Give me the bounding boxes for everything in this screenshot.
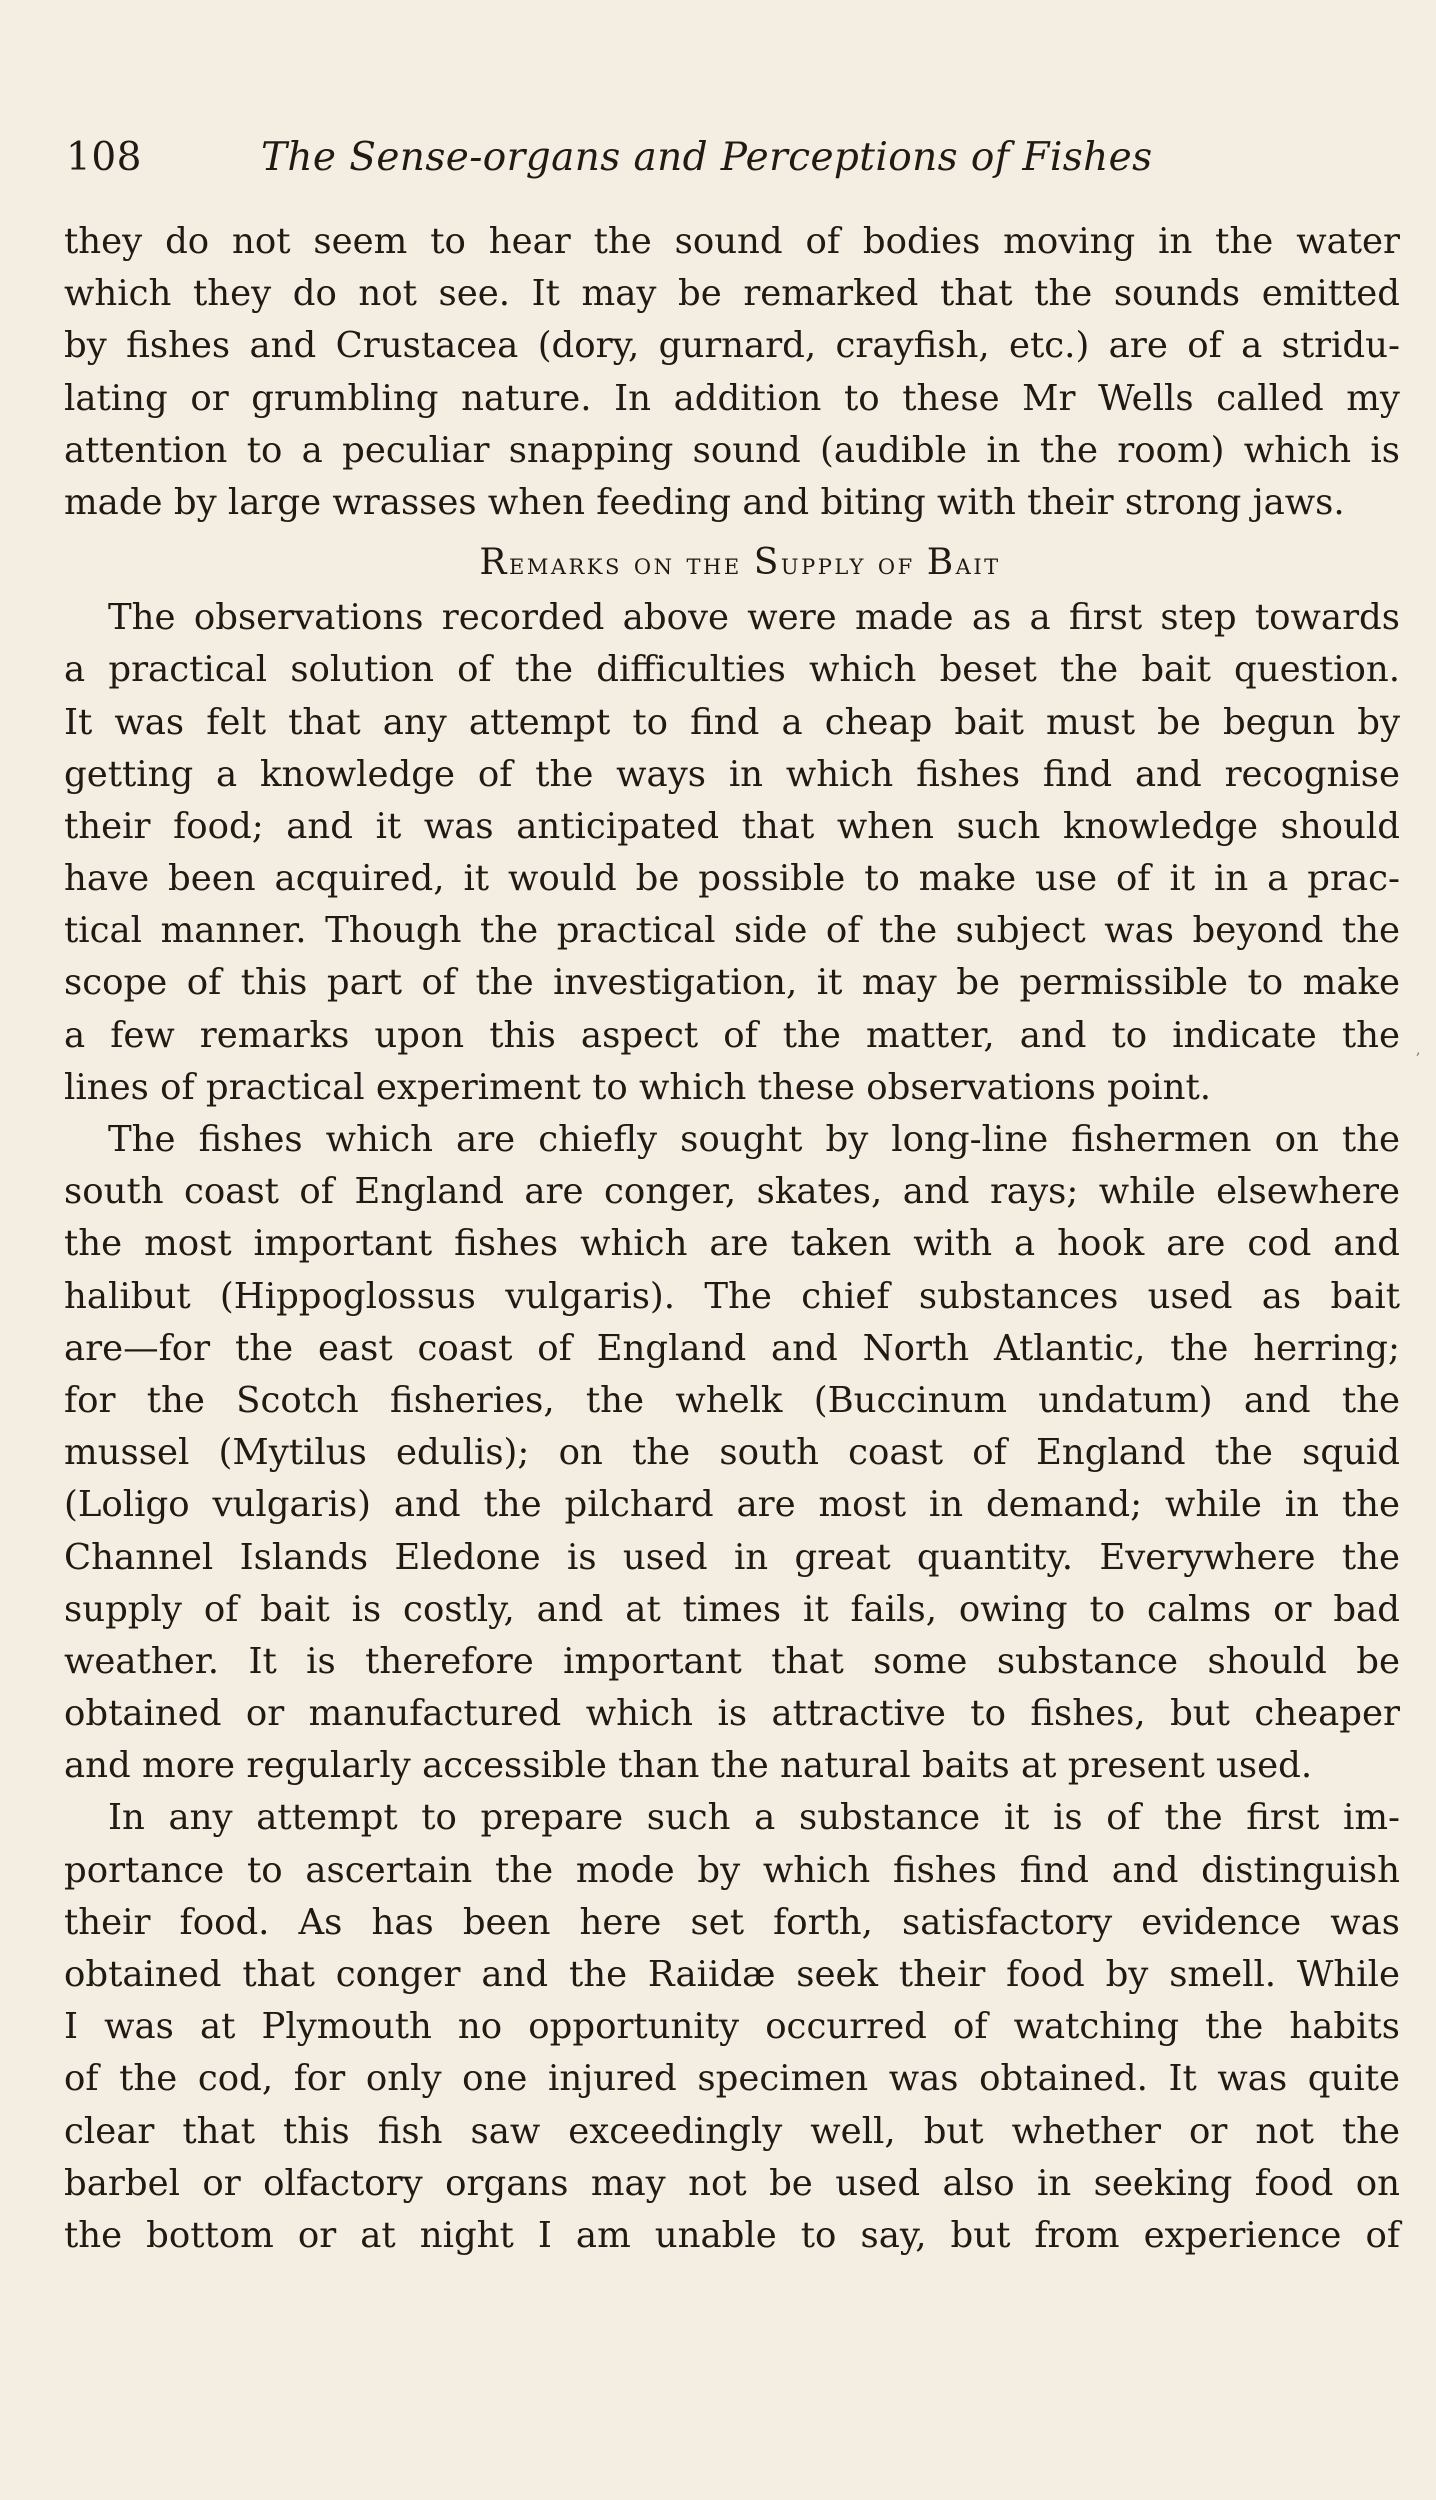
text-line: their food. As has been here set forth, satisfactory evidence was (64, 1901, 1400, 1943)
heading-text: emarks on the (508, 547, 754, 583)
text-line: Channel Islands Eledone is used in great quantity. Everywhere the (64, 1536, 1400, 1578)
text-line: made by large wrasses when feeding and biting with their strong jaws. (64, 481, 1345, 523)
section-heading (64, 529, 1400, 589)
text-line: scope of this part of the investigation, it may be permissible to make (64, 962, 1400, 1004)
text-line: clear that this fish saw exceedingly well, but whether or not the (64, 2110, 1400, 2152)
paragraph (64, 592, 1400, 1114)
text-line: The fishes which are chiefly sought by long-line fishermen on the (108, 1119, 1400, 1160)
text-line: lating or grumbling nature. In addition to these Mr Wells called my (64, 377, 1400, 419)
text-line: south coast of England are conger, skates, and rays; while elsewhere (64, 1171, 1400, 1213)
text-line: they do not seem to hear the sound of bodies moving in the water (64, 221, 1400, 262)
text-line: weather. It is therefore important that some substance should be (64, 1640, 1400, 1682)
heading-text: ait (955, 547, 1001, 583)
text-line: It was felt that any attempt to find a cheap bait must be begun by (64, 701, 1400, 743)
text-line: of the cod, for only one injured specimen was obtained. It was quite (64, 2058, 1400, 2100)
text-line: are—for the east coast of England and North Atlantic, the herring; (64, 1327, 1400, 1369)
text-line: lines of practical experiment to which these observations point. (64, 1066, 1212, 1108)
text-line: getting a knowledge of the ways in which fishes find and recognise (64, 753, 1400, 795)
running-head (66, 128, 1406, 188)
text-line: the most important fishes which are taken with a hook are cod and (64, 1223, 1400, 1265)
paragraph-continuation (64, 216, 1400, 529)
running-title: The Sense-organs and Perceptions of Fishes (261, 135, 1153, 180)
text-line: and more regularly accessible than the natural baits at present used. (64, 1745, 1313, 1787)
margin-mark: , (1416, 1042, 1421, 1058)
text-line: a practical solution of the difficulties which beset the bait question. (64, 649, 1400, 691)
text-line: mussel (Mytilus edulis); on the south coast of England the squid (64, 1432, 1400, 1474)
text-line: obtained or manufactured which is attractive to fishes, but cheaper (64, 1693, 1400, 1735)
heading-initial: S (753, 542, 781, 584)
text-line: In any attempt to prepare such a substance it is of the first im- (108, 1797, 1400, 1839)
text-line: tical manner. Though the practical side of the subject was beyond the (64, 910, 1400, 952)
heading-initial: B (926, 542, 956, 584)
body-text (64, 216, 1400, 2262)
heading-initial: R (479, 542, 509, 584)
paragraph (64, 1792, 1400, 2262)
text-line: their food; and it was anticipated that when such knowledge should (64, 805, 1400, 847)
text-line: portance to ascertain the mode by which fishes find and distinguish (64, 1849, 1400, 1891)
text-line: the bottom or at night I am unable to say, but from experience of (64, 2214, 1400, 2256)
text-line: a few remarks upon this aspect of the matter, and to indicate the (64, 1014, 1400, 1056)
text-line: by fishes and Crustacea (dory, gurnard, crayfish, etc.) are of a stridu- (64, 325, 1400, 367)
paragraph (64, 1114, 1400, 1792)
heading-text: upply of (780, 547, 927, 583)
text-line: have been acquired, it would be possible to make use of it in a prac- (64, 858, 1400, 900)
page-number: 108 (66, 135, 142, 180)
text-line: attention to a peculiar snapping sound (audible in the room) which is (64, 429, 1400, 471)
text-line: I was at Plymouth no opportunity occurred of watching the habits (64, 2006, 1400, 2048)
text-line: for the Scotch fisheries, the whelk (Buccinum undatum) and the (64, 1379, 1400, 1421)
text-line: which they do not see. It may be remarked that the sounds emitted (64, 273, 1400, 315)
text-line: barbel or olfactory organs may not be used also in seeking food on (64, 2162, 1400, 2204)
text-line: halibut (Hippoglossus vulgaris). The chief substances used as bait (64, 1275, 1400, 1317)
text-line: (Loligo vulgaris) and the pilchard are most in demand; while in the (64, 1484, 1400, 1526)
text-line: obtained that conger and the Raiidæ seek their food by smell. While (64, 1954, 1400, 1995)
text-line: The observations recorded above were made as a first step towards (108, 597, 1400, 639)
text-line: supply of bait is costly, and at times it fails, owing to calms or bad (64, 1588, 1400, 1630)
